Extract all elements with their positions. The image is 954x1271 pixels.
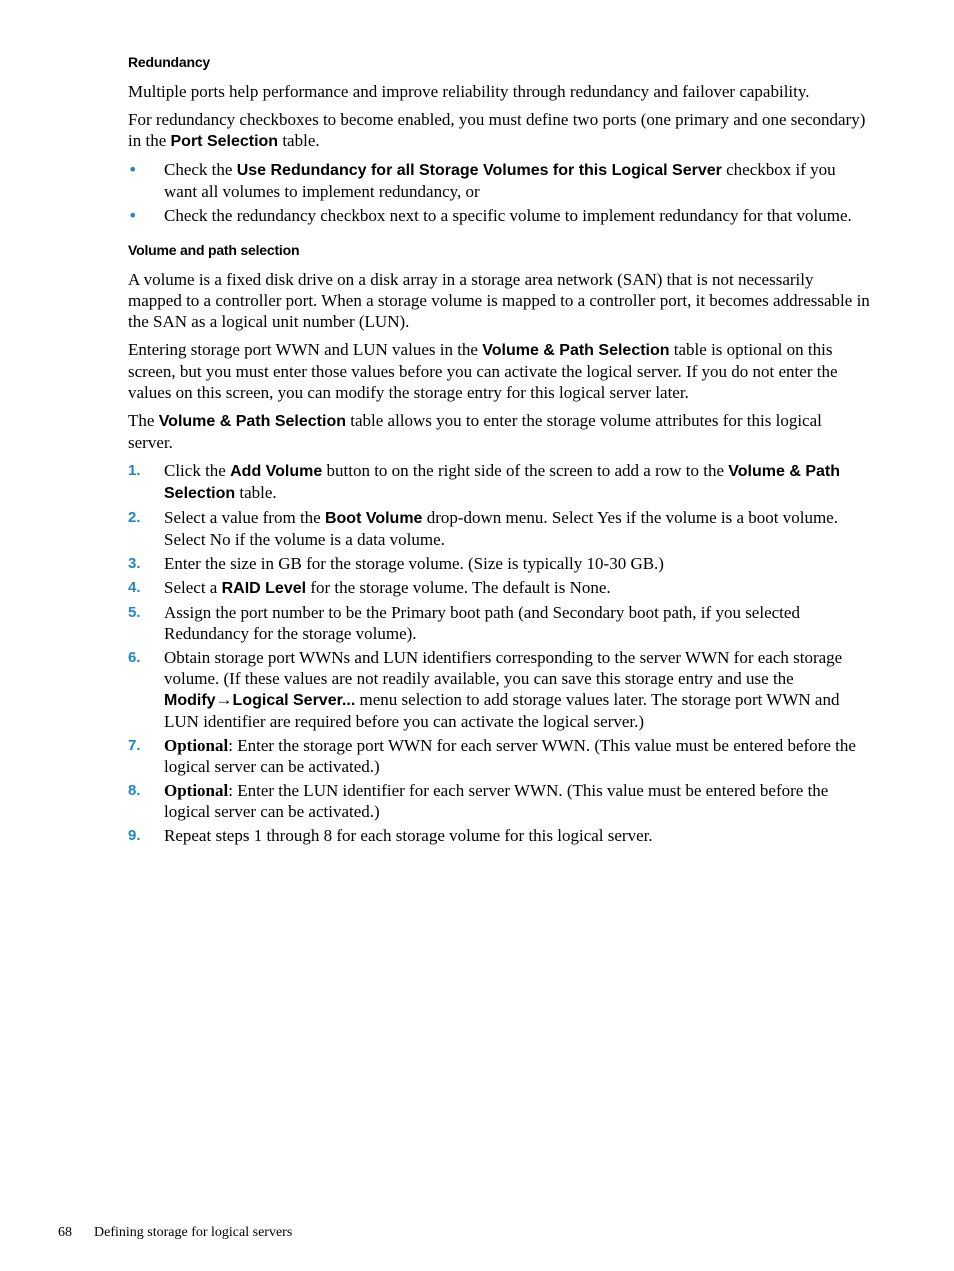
page-number: 68 bbox=[58, 1225, 72, 1240]
step-9: 9. Repeat steps 1 through 8 for each storage volume for this logical server. bbox=[128, 826, 653, 845]
paragraph: Multiple ports help performance and improve reliability through redundancy and failover capability. bbox=[128, 82, 810, 101]
ui-term-volume-path-selection: Volume & Path Selection bbox=[482, 342, 670, 359]
optional-label: Optional bbox=[164, 736, 229, 755]
step-number: 1. bbox=[128, 462, 141, 479]
step-number: 7. bbox=[128, 737, 141, 754]
ui-term-volume-path-selection: Volume & Path Selection bbox=[164, 463, 841, 502]
list-item: • Check the redundancy checkbox next to a specific volume to implement redundancy for that volume. bbox=[128, 206, 852, 225]
optional-label: Optional bbox=[164, 781, 229, 800]
step-5: 5. Assign the port number to be the Primary boot path (and Secondary boot path, if you selected Redundancy for the storage volume). bbox=[128, 603, 800, 643]
paragraph: The Volume & Path Selection table allows you to enter the storage volume attributes for this logical server. bbox=[128, 411, 822, 452]
ui-term-boot-volume: Boot Volume bbox=[324, 510, 423, 527]
step-4: 4. Select a RAID Level for the storage volume. The default is None. bbox=[128, 578, 611, 597]
step-8: 8. Optional: Enter the LUN identifier for each server WWN. (This value must be entered before the logical server can be activated.) bbox=[128, 781, 829, 821]
step-2: 2. Select a value from the Boot Volume drop-down menu. Select Yes if the volume is a boot volume. Select No if the volume is a data volume. bbox=[128, 508, 838, 549]
step-3: 3. Enter the size in GB for the storage volume. (Size is typically 10-30 GB.) bbox=[128, 554, 664, 573]
step-1: 1. Click the Add Volume button to on the right side of the screen to add a row to the Volume & Path Selection table. bbox=[128, 461, 841, 502]
ui-term-logical-server: Logical Server... bbox=[232, 692, 356, 709]
bullet-list bbox=[128, 159, 870, 226]
list-item: • Check the Use Redundancy for all Storage Volumes for this Logical Server checkbox if you want all volumes to implement redundancy, or bbox=[128, 160, 836, 201]
ui-term-add-volume: Add Volume bbox=[230, 463, 323, 480]
section-volume-path-selection bbox=[128, 240, 870, 846]
heading-volume-path-selection: Volume and path selection bbox=[128, 242, 300, 258]
document-page bbox=[128, 52, 870, 849]
numbered-steps bbox=[128, 460, 870, 846]
ui-term-volume-path-selection: Volume & Path Selection bbox=[158, 413, 346, 430]
bullet-marker: • bbox=[128, 206, 138, 225]
paragraph: For redundancy checkboxes to become enabled, you must define two ports (one primary and one secondary) in the Port Selection table. bbox=[128, 110, 866, 150]
bullet-marker: • bbox=[128, 160, 138, 179]
paragraph: Entering storage port WWN and LUN values in the Volume & Path Selection table is optional on this screen, but you must enter those values before you can activate the logical server. If you do not enter the values on this screen, you can modify the storage entry for this logical server later. bbox=[128, 340, 838, 402]
ui-term-use-redundancy: Use Redundancy for all Storage Volumes for this Logical Server bbox=[236, 162, 722, 179]
footer-section-title: Defining storage for logical servers bbox=[94, 1225, 293, 1240]
section-redundancy bbox=[128, 52, 870, 226]
step-number: 2. bbox=[128, 509, 141, 526]
paragraph: A volume is a fixed disk drive on a disk array in a storage area network (SAN) that is not necessarily mapped to a controller port. When a storage volume is mapped to a controller port, it becomes addressable in the SAN as a logical unit number (LUN). bbox=[128, 270, 870, 331]
menu-arrow-icon: → bbox=[215, 690, 233, 709]
step-number: 6. bbox=[128, 649, 141, 666]
ui-term-port-selection: Port Selection bbox=[170, 133, 279, 150]
step-number: 9. bbox=[128, 827, 141, 844]
ui-term-raid-level: RAID Level bbox=[221, 580, 307, 597]
step-number: 3. bbox=[128, 555, 141, 572]
page-footer bbox=[58, 1222, 292, 1243]
step-6: 6. Obtain storage port WWNs and LUN identifiers corresponding to the server WWN for each storage volume. (If these values are not readily available, you can save this storage entry and use the Modify→Logical Server... menu selection to add storage values later. The storage port WWN and LUN identifier are required before you can activate the logical server.) bbox=[128, 648, 843, 731]
step-number: 8. bbox=[128, 782, 141, 799]
ui-term-modify: Modify bbox=[164, 692, 216, 709]
step-number: 4. bbox=[128, 579, 141, 596]
step-number: 5. bbox=[128, 604, 141, 621]
step-7: 7. Optional: Enter the storage port WWN for each server WWN. (This value must be entered before the logical server can be activated.) bbox=[128, 736, 856, 776]
heading-redundancy: Redundancy bbox=[128, 54, 211, 70]
